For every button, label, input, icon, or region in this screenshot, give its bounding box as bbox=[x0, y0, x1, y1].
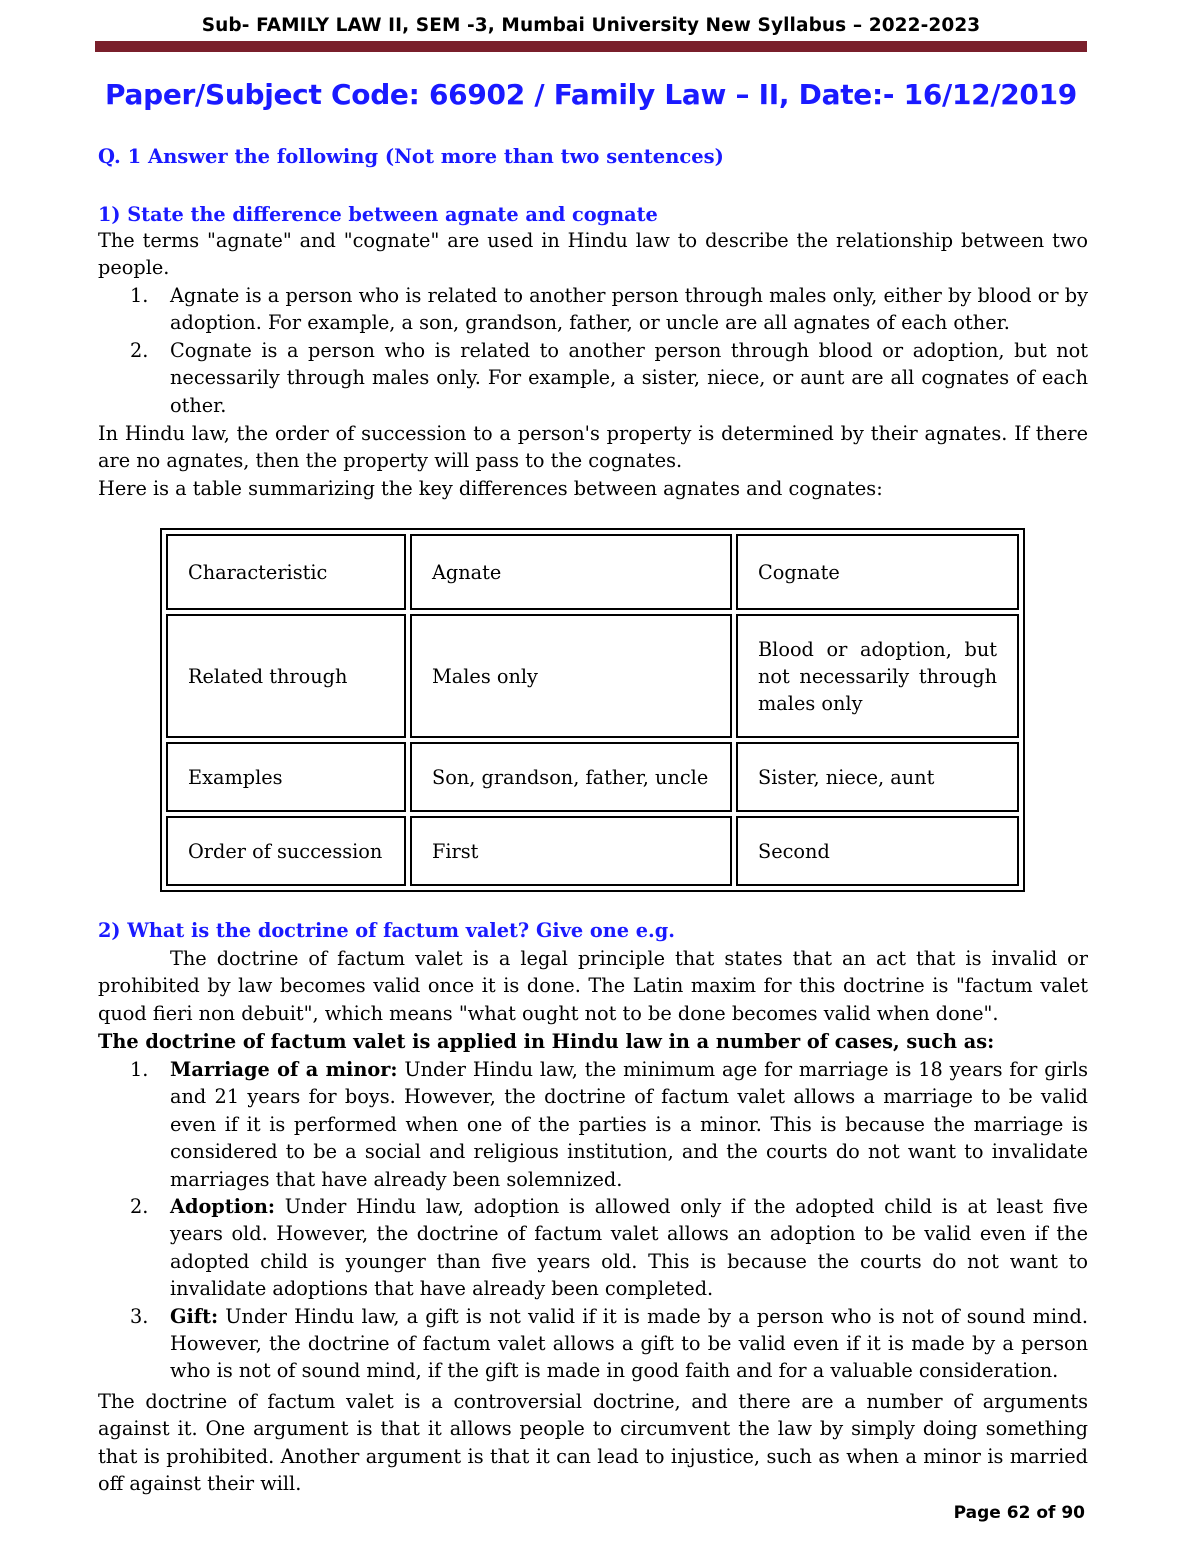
table-row bbox=[166, 614, 1019, 738]
page-number bbox=[954, 1503, 1085, 1523]
conclusion-paragraph: The doctrine of factum valet is a controversial doctrine, and there are a number of arguments against it. One argument is that it allows people to circumvent the law by simply doing something that is prohibited. Another argument is that it can lead to injustice, such as when a minor is married off against their will. bbox=[98, 1390, 1088, 1496]
of-label: of bbox=[1036, 1503, 1056, 1523]
list-item bbox=[98, 282, 1088, 337]
table-row bbox=[166, 534, 1019, 610]
table-cell: Examples bbox=[166, 742, 406, 812]
table-cell: Sister, niece, aunt bbox=[736, 742, 1019, 812]
section-2-applied-heading: The doctrine of factum valet is applied in Hindu law in a number of cases, such as: bbox=[98, 1030, 995, 1053]
list-item-text: Under Hindu law, adoption is allowed only if the adopted child is at least five years old. However, the doctrine of factum valet allows an adoption to be valid even if the adopted child is younger than five years old. This is because the courts do not want to invalidate adoptions that have already been completed. bbox=[170, 1195, 1088, 1301]
table-cell: Son, grandson, father, uncle bbox=[410, 742, 732, 812]
table-cell: Second bbox=[736, 816, 1019, 886]
table-cell: Characteristic bbox=[166, 534, 406, 610]
header-rule bbox=[95, 41, 1087, 52]
list-item bbox=[98, 1193, 1088, 1303]
table-cell: Males only bbox=[410, 614, 732, 738]
page-current: 62 bbox=[1006, 1503, 1031, 1523]
table-cell: Related through bbox=[166, 614, 406, 738]
section-1-intro: The terms "agnate" and "cognate" are used in Hindu law to describe the relationship between two people. bbox=[98, 229, 1088, 280]
list-item bbox=[98, 1303, 1088, 1385]
table-cell: Blood or adoption, but not necessarily through males only bbox=[736, 614, 1019, 738]
question-1-heading: Q. 1 Answer the following (Not more than two sentences) bbox=[98, 145, 724, 168]
table-row bbox=[166, 742, 1019, 812]
list-item-number: 3. bbox=[130, 1304, 149, 1328]
table-cell: First bbox=[410, 816, 732, 886]
list-item bbox=[98, 1056, 1088, 1193]
page-label: Page bbox=[953, 1503, 1001, 1523]
running-header: Sub- FAMILY LAW II, SEM -3, Mumbai University New Syllabus – 2022-2023 bbox=[201, 15, 981, 36]
section-2-heading: 2) What is the doctrine of factum valet? Give one e.g. bbox=[98, 919, 675, 942]
agnate-cognate-list bbox=[98, 282, 1088, 419]
list-item-number: 2. bbox=[130, 1195, 149, 1219]
table-cell: Order of succession bbox=[166, 816, 406, 886]
table-intro-paragraph: Here is a table summarizing the key differences between agnates and cognates: bbox=[98, 477, 883, 500]
list-item bbox=[98, 337, 1088, 419]
list-item-number: 1. bbox=[130, 284, 149, 307]
paper-title: Paper/Subject Code: 66902 / Family Law – II, Date:- 16/12/2019 bbox=[105, 78, 1077, 111]
page-total: 90 bbox=[1061, 1503, 1085, 1523]
list-item-text: Agnate is a person who is related to another person through males only, either by blood or by adoption. For example, a son, grandson, father, or uncle are all agnates of each other. bbox=[170, 284, 1088, 335]
list-item-text: Cognate is a person who is related to another person through blood or adoption, but not necessarily through males only. For example, a sister, niece, or aunt are all cognates of each other. bbox=[170, 338, 1088, 417]
table-row bbox=[166, 816, 1019, 886]
list-item-label: Adoption: bbox=[170, 1195, 276, 1219]
list-item-label: Gift: bbox=[170, 1304, 219, 1328]
table-cell: Agnate bbox=[410, 534, 732, 610]
list-item-text: Under Hindu law, a gift is not valid if it is made by a person who is not of sound mind. However, the doctrine of factum valet allows a gift to be valid even if it is made by a person who is not of sound mind, if the gift is made in good faith and for a valuable consideration. bbox=[170, 1304, 1088, 1383]
section-2-intro: The doctrine of factum valet is a legal principle that states that an act that is invalid or prohibited by law becomes valid once it is done. The Latin maxim for this doctrine is "factum valet quod fieri non debuit", which means "what ought not to be done becomes valid when done". bbox=[98, 947, 1088, 1025]
succession-paragraph: In Hindu law, the order of succession to a person's property is determined by their agnates. If there are no agnates, then the property will pass to the cognates. bbox=[98, 422, 1088, 473]
list-item-number: 1. bbox=[130, 1058, 149, 1081]
comparison-table bbox=[160, 528, 1025, 892]
table-cell: Cognate bbox=[736, 534, 1019, 610]
list-item-label: Marriage of a minor: bbox=[170, 1058, 398, 1081]
list-item-number: 2. bbox=[130, 338, 149, 362]
list-item-text: Under Hindu law, the minimum age for marriage is 18 years for girls and 21 years for boys. However, the doctrine of factum valet allows a marriage to be valid even if it is performed when one of the parties is a minor. This is because the marriage is considered to be a social and religious institution, and the courts do not want to invalidate marriages that have already been solemnized. bbox=[170, 1058, 1089, 1191]
section-1-heading: 1) State the difference between agnate and cognate bbox=[98, 203, 658, 226]
factum-valet-cases-list bbox=[98, 1056, 1088, 1385]
